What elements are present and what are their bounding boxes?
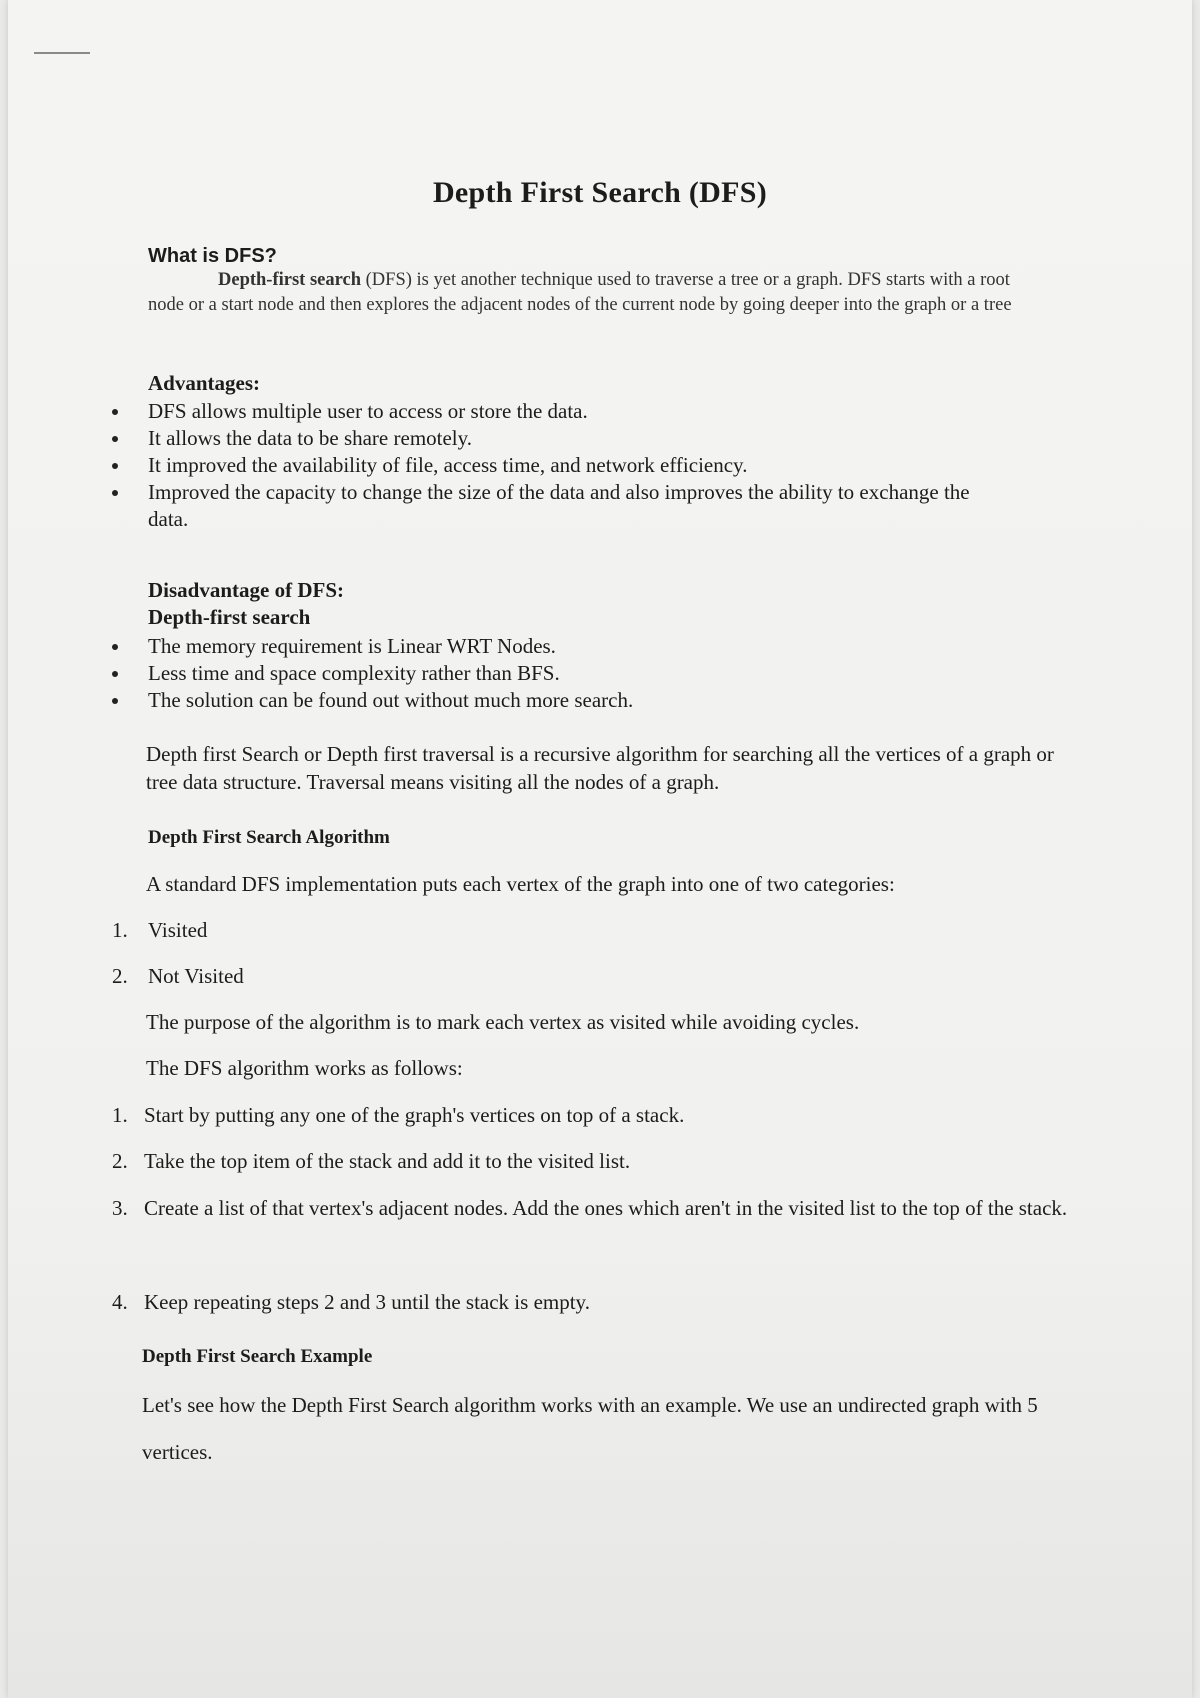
list-item-text: Visited (148, 918, 208, 942)
list-item (8, 452, 988, 479)
works-intro: The DFS algorithm works as follows: (146, 1056, 463, 1080)
list-item-text: Not Visited (148, 964, 244, 988)
example-heading: Depth First Search Example (142, 1346, 373, 1367)
list-item-text: Take the top item of the stack and add it to the visited list. (144, 1149, 631, 1173)
list-number: 2. (112, 964, 128, 988)
list-number: 2. (112, 1149, 128, 1173)
list-item-text: Start by putting any one of the graph's vertices on top of a stack. (144, 1103, 685, 1127)
intro-text: (DFS) is yet another technique used to traverse a tree or a graph. DFS starts with a root node or a start node and then explores the adjacent nodes of the current node by going deeper into the graph or a tree (148, 270, 1012, 315)
bullet-icon (112, 436, 118, 442)
list-item-text: The memory requirement is Linear WRT Nodes. (148, 634, 556, 658)
list-number: 3. (112, 1196, 128, 1220)
algorithm-intro: A standard DFS implementation puts each vertex of the graph into one of two categories: (146, 872, 895, 896)
list-item (8, 398, 988, 425)
description-paragraph: Depth first Search or Depth first traversal is a recursive algorithm for searching all the vertices of a graph or tree data structure. Traversal means visiting all the nodes of a graph. (146, 742, 1054, 794)
bullet-icon (112, 490, 118, 496)
list-item (8, 425, 988, 452)
bullet-icon (112, 409, 118, 415)
list-item-text: Create a list of that vertex's adjacent nodes. Add the ones which aren't in the visited list to the top of the stack. (144, 1196, 1068, 1220)
intro-bold-term: Depth-first search (218, 270, 362, 290)
list-item-text: The solution can be found out without much more search. (148, 688, 634, 712)
list-number: 1. (112, 918, 128, 942)
disadvantages-list (8, 633, 1192, 714)
disadvantages-subheading: Depth-first search (148, 605, 311, 629)
bullet-icon (112, 463, 118, 469)
purpose-paragraph: The purpose of the algorithm is to mark each vertex as visited while avoiding cycles. (146, 1010, 860, 1034)
advantages-heading: Advantages: (148, 371, 261, 395)
page-title: Depth First Search (DFS) (432, 176, 768, 209)
what-is-dfs-heading: What is DFS? (148, 245, 277, 267)
list-item-text: It allows the data to be share remotely. (148, 426, 473, 450)
list-number: 1. (112, 1103, 128, 1127)
list-number: 4. (112, 1290, 128, 1314)
algorithm-heading: Depth First Search Algorithm (148, 827, 390, 848)
example-paragraph: Let's see how the Depth First Search algorithm works with an example. We use an undirected graph with 5 vertices. (142, 1393, 1038, 1464)
advantages-list (8, 398, 1192, 533)
list-item-text: Keep repeating steps 2 and 3 until the stack is empty. (144, 1290, 590, 1314)
list-item (8, 633, 988, 660)
document-page (8, 0, 1192, 1698)
bullet-icon (112, 671, 118, 677)
list-item-text: It improved the availability of file, access time, and network efficiency. (148, 453, 748, 477)
list-item-text: Less time and space complexity rather than BFS. (148, 661, 560, 685)
bullet-icon (112, 698, 118, 704)
intro-paragraph (148, 268, 1028, 318)
list-item-text: DFS allows multiple user to access or store the data. (148, 399, 588, 423)
bullet-icon (112, 644, 118, 650)
disadvantages-heading: Disadvantage of DFS: (148, 578, 345, 602)
list-item-text: Improved the capacity to change the size of the data and also improves the ability to exchange the data. (148, 480, 970, 531)
corner-mark (34, 52, 90, 54)
list-item (8, 687, 988, 714)
list-item (8, 660, 988, 687)
list-item (8, 479, 988, 533)
